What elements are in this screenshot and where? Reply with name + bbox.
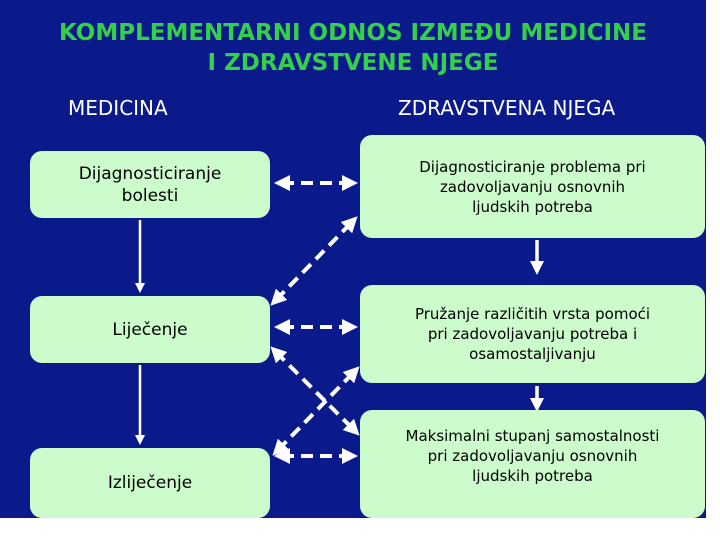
dashed-diagonal-lijecenje-to-njega-1 [276,222,352,300]
box-text-line: ljudskih potreba [472,197,593,216]
box-text-line: ljudskih potreba [472,467,593,485]
njega-box-samostalnost [360,410,705,518]
dashed-diagonal-izlijecenje-to-njega-2 [278,372,354,450]
box-text-line: zadovoljavanju osnovnih [439,177,626,196]
box-text-line: pri zadovoljavanju potreba i [427,325,638,343]
medicina-heading: MEDICINA [68,96,168,120]
medicina-box-izlijecenje [30,448,270,518]
box-text-line: Izliječenje [107,473,193,493]
medicina-box-lijecenje [30,296,270,363]
title-line-2: I ZDRAVSTVENE NJEGE [207,50,499,76]
box-text-line: Maksimalni stupanj samostalnosti [405,427,660,445]
njega-heading: ZDRAVSTVENA NJEGA [398,96,616,120]
box-text-line: osamostaljivanju [469,345,596,363]
njega-box-pruzanje-pomoci [360,285,705,383]
njega-box-dijagnosticiranje [360,135,705,238]
box-text-line: Dijagnosticiranje problema pri [419,157,646,176]
dashed-diagonal-lijecenje-to-njega-3 [276,352,354,430]
box-text-line: Dijagnosticiranje [78,163,222,184]
medicina-box-dijagnosticiranje [30,151,270,218]
box-text-line: Liječenje [112,319,188,340]
title-line-1: KOMPLEMENTARNI ODNOS IZMEĐU MEDICINE [59,20,647,46]
box-text-line: bolesti [121,185,179,206]
box-text-line: pri zadovoljavanju osnovnih [427,447,638,465]
box-text-line: Pružanje različitih vrsta pomoći [414,305,651,323]
